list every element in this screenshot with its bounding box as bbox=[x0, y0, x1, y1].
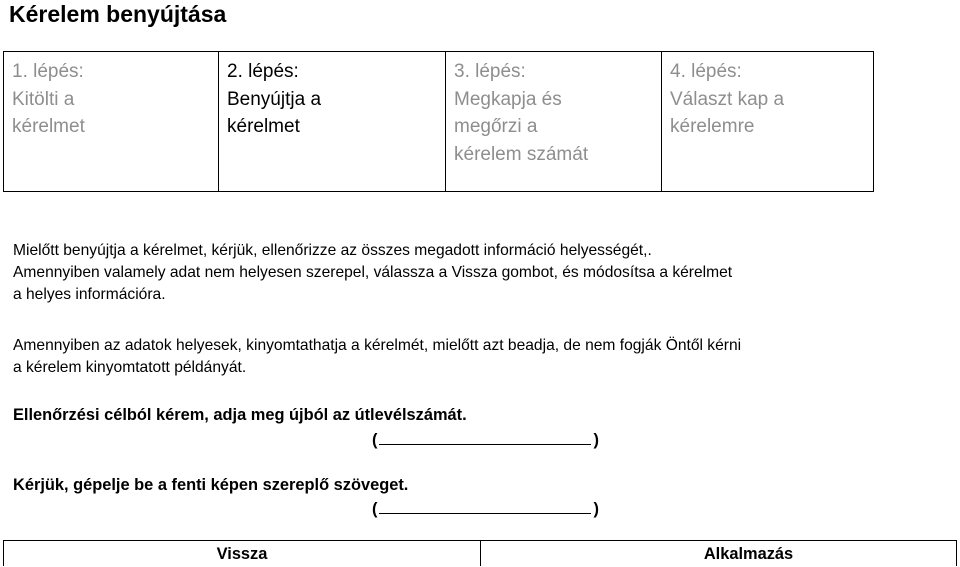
step-4-line-2: Választ kap a bbox=[670, 88, 785, 110]
passport-number-field bbox=[372, 428, 599, 451]
form-button-bar bbox=[3, 540, 957, 566]
step-3-receive-number bbox=[446, 52, 662, 192]
steps-progress-table bbox=[3, 51, 874, 192]
open-paren: ( bbox=[372, 431, 378, 449]
close-paren: ) bbox=[593, 500, 599, 518]
instruction-line: Amennyiben valamely adat nem helyesen szerepel, válassza a Vissza gombot, és módosítsa a kérelmet bbox=[13, 264, 733, 281]
instruction-line: Mielőtt benyújtja a kérelmet, kérjük, ellenőrizze az összes megadott információ helyességét,. bbox=[13, 242, 652, 259]
step-1-fill-form bbox=[4, 52, 219, 192]
instruction-line: a kérelem kinyomtatott példányát. bbox=[13, 359, 247, 376]
captcha-input[interactable] bbox=[379, 497, 591, 514]
step-1-line-3: kérelmet bbox=[12, 116, 85, 137]
step-3-line-3: megőrzi a bbox=[454, 116, 538, 137]
close-paren: ) bbox=[593, 431, 599, 449]
step-3-line-1: 3. lépés: bbox=[454, 61, 526, 82]
step-2-submit-form bbox=[219, 52, 446, 192]
instructions-check-info bbox=[13, 240, 953, 306]
captcha-prompt: Kérjük, gépelje be a fenti képen szereplő szöveget. bbox=[13, 476, 409, 494]
apply-button[interactable]: Alkalmazás bbox=[703, 545, 794, 563]
step-3-line-4: kérelem számát bbox=[454, 143, 589, 165]
back-button[interactable]: Vissza bbox=[4, 541, 481, 566]
passport-number-input[interactable] bbox=[379, 428, 591, 445]
open-paren: ( bbox=[372, 500, 378, 518]
step-3-line-2: Megkapja és bbox=[454, 88, 562, 110]
instruction-line: a helyes információra. bbox=[13, 286, 166, 303]
step-2-line-2: Benyújtja a bbox=[227, 88, 322, 110]
step-1-line-2: Kitölti a bbox=[12, 88, 75, 110]
step-4-line-3: kérelemre bbox=[670, 116, 755, 137]
step-1-line-1: 1. lépés: bbox=[12, 61, 84, 82]
instruction-line: Amennyiben az adatok helyesek, kinyomtathatja a kérelmét, mielőtt azt beadja, de nem fogják Öntől kérni bbox=[13, 337, 742, 354]
step-2-line-3: kérelmet bbox=[227, 116, 300, 137]
step-2-line-1: 2. lépés: bbox=[227, 61, 299, 82]
page-title: Kérelem benyújtása bbox=[9, 1, 227, 27]
step-4-get-response bbox=[662, 52, 874, 192]
captcha-field bbox=[372, 497, 599, 520]
step-4-line-1: 4. lépés: bbox=[670, 61, 742, 82]
passport-number-prompt: Ellenőrzési célból kérem, adja meg újból az útlevélszámát. bbox=[13, 406, 467, 424]
instructions-print bbox=[13, 335, 953, 379]
